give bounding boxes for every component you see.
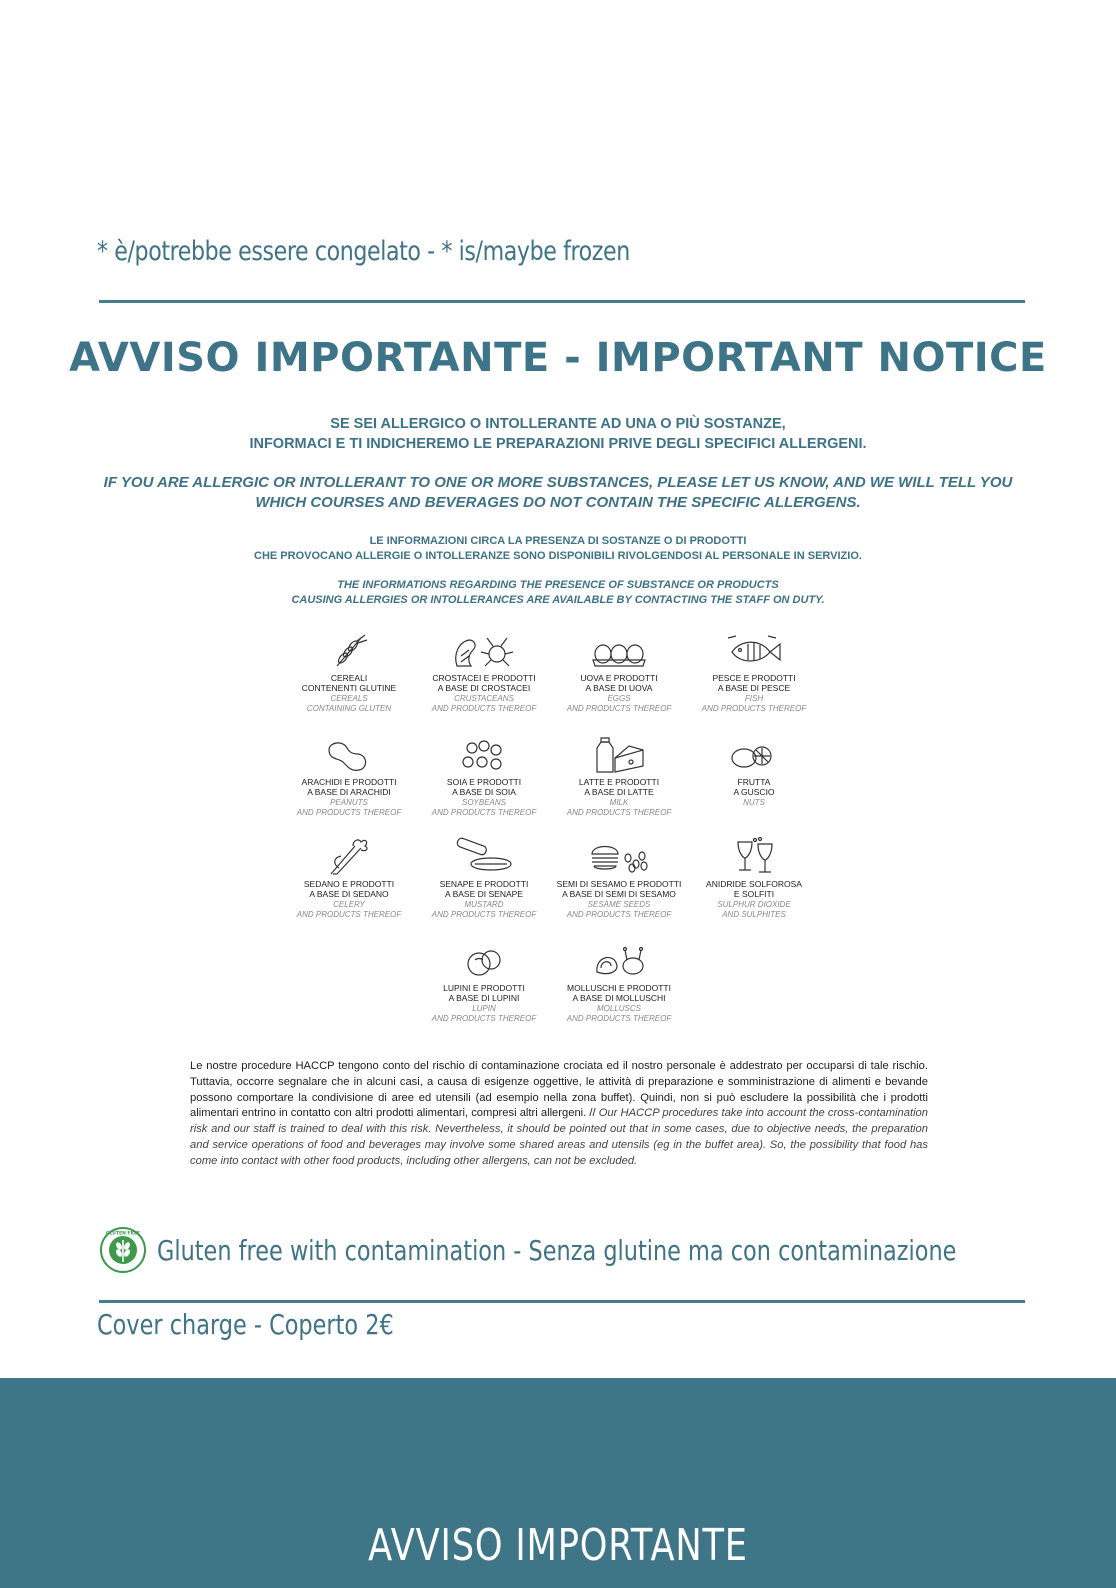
allergen-en-label: FISH AND PRODUCTS THEREOF xyxy=(701,694,807,713)
allergen-it-label: ANIDRIDE SOLFOROSA E SOLFITI xyxy=(706,879,802,899)
notice-en-line1: IF YOU ARE ALLERGIC OR INTOLLERANT TO ONE OR MORE SUBSTANCES, PLEASE LET US KNOW, AND WE WILL TELL YOU xyxy=(103,474,1013,491)
allergen-it-label: CEREALI CONTENENTI GLUTINE xyxy=(301,673,397,693)
crustacean-icon xyxy=(449,632,519,670)
notice-it-line1: SE SEI ALLERGICO O INTOLLERANTE AD UNA O PIÙ SOSTANZE, xyxy=(330,416,786,432)
notice-it-small xyxy=(0,534,1116,564)
divider-bottom xyxy=(99,1300,1025,1303)
milk-icon xyxy=(589,736,649,774)
allergen-en-label: MILK AND PRODUCTS THEREOF xyxy=(566,798,672,817)
allergen-it-label: PESCE E PRODOTTI A BASE DI PESCE xyxy=(712,673,796,693)
lupin-icon xyxy=(459,942,509,980)
haccp-text-it: Le nostre procedure HACCP tengono conto del rischio di contaminazione crociata ed il nostro personale è addestrato per occuparsi di tale rischio. Tuttavia, occorre segnalare che in alcuni casi, a causa di esigenze oggettive, le attività di preparazione e somministrazione di alimenti e bevande possono comportare la condivisione di aree ed utensili (ad esempio nella zona buffet). Quindi, non si può escludere la possibilità che i prodotti alimentari entrino in contatto con altri prodotti alimentari, compresi altri allergeni. // xyxy=(190,1060,928,1120)
allergen-it-label: FRUTTA A GUSCIO xyxy=(733,777,775,797)
allergen-soybeans xyxy=(419,736,549,818)
peanut-icon xyxy=(319,736,379,774)
notice-it-small1: LE INFORMAZIONI CIRCA LA PRESENZA DI SOSTANZE O DI PRODOTTI xyxy=(369,535,747,547)
wine-glasses-icon xyxy=(724,836,784,876)
footer-title: AVVISO IMPORTANTE xyxy=(368,1520,748,1571)
gluten-free-badge-icon xyxy=(99,1226,147,1274)
notice-en-small xyxy=(0,578,1116,608)
mustard-icon xyxy=(449,836,519,876)
divider-top xyxy=(99,300,1025,303)
allergen-en-label: CELERY AND PRODUCTS THEREOF xyxy=(296,900,402,919)
allergen-it-label: MOLLUSCHI E PRODOTTI A BASE DI MOLLUSCHI xyxy=(567,983,671,1003)
eggs-icon xyxy=(589,632,649,670)
allergen-it-label: LATTE E PRODOTTI A BASE DI LATTE xyxy=(578,777,660,797)
allergen-lupin xyxy=(419,942,549,1024)
allergen-milk xyxy=(554,736,684,818)
frozen-note: * è/potrebbe essere congelato - * is/maybe frozen xyxy=(97,236,630,267)
allergen-it-label: SOIA E PRODOTTI A BASE DI SOIA xyxy=(446,777,522,797)
notice-it-small2: CHE PROVOCANO ALLERGIE O INTOLLERANZE SONO DISPONIBILI RIVOLGENDOSI AL PERSONALE IN SERVIZIO. xyxy=(254,550,862,562)
allergen-en-label: SULPHUR DIOXIDE AND SULPHITES xyxy=(717,900,791,919)
allergen-it-label: SEMI DI SESAMO E PRODOTTI A BASE DI SEMI DI SESAMO xyxy=(556,879,682,899)
sesame-icon xyxy=(584,836,654,876)
allergen-it-label: CROSTACEI E PRODOTTI A BASE DI CROSTACEI xyxy=(432,673,536,693)
notice-title: AVVISO IMPORTANTE - IMPORTANT NOTICE xyxy=(69,335,1047,381)
notice-it-main xyxy=(0,414,1116,454)
wheat-icon xyxy=(327,632,371,670)
allergen-en-label: PEANUTS AND PRODUCTS THEREOF xyxy=(296,798,402,817)
cover-charge: Cover charge - Coperto 2€ xyxy=(97,1308,394,1341)
allergen-peanuts xyxy=(284,736,414,818)
allergen-en-label: CEREALS CONTAINING GLUTEN xyxy=(306,694,392,713)
allergen-nuts xyxy=(689,736,819,808)
gluten-free-label: Gluten free with contamination - Senza glutine ma con contaminazione xyxy=(157,1233,957,1267)
allergen-en-label: SOYBEANS AND PRODUCTS THEREOF xyxy=(431,798,537,817)
allergen-sesame xyxy=(554,836,684,920)
mollusc-icon xyxy=(589,942,649,980)
allergen-en-label: LUPIN AND PRODUCTS THEREOF xyxy=(431,1004,537,1023)
allergen-eggs xyxy=(554,632,684,714)
allergen-en-label: MUSTARD AND PRODUCTS THEREOF xyxy=(431,900,537,919)
allergen-fish xyxy=(689,632,819,714)
gluten-free-row xyxy=(99,1226,1116,1274)
allergen-it-label: UOVA E PRODOTTI A BASE DI UOVA xyxy=(580,673,658,693)
allergen-celery xyxy=(284,836,414,920)
allergen-molluscs xyxy=(554,942,684,1024)
nuts-icon xyxy=(724,736,784,774)
allergen-en-label: CRUSTACEANS AND PRODUCTS THEREOF xyxy=(431,694,537,713)
notice-en-main xyxy=(0,473,1116,513)
notice-en-small2: CAUSING ALLERGIES OR INTOLLERANCES ARE AVAILABLE BY CONTACTING THE STAFF ON DUTY. xyxy=(291,594,825,606)
allergen-it-label: SENAPE E PRODOTTI A BASE DI SENAPE xyxy=(439,879,529,899)
badge-text: GLUTEN FREE xyxy=(105,1231,141,1237)
allergen-en-label: MOLLUSCS AND PRODUCTS THEREOF xyxy=(566,1004,672,1023)
allergen-sulphites xyxy=(689,836,819,920)
allergen-it-label: ARACHIDI E PRODOTTI A BASE DI ARACHIDI xyxy=(301,777,397,797)
allergen-crustaceans xyxy=(419,632,549,714)
allergen-mustard xyxy=(419,836,549,920)
haccp-text-en: Our HACCP procedures take into account the cross-contamination risk and our staff is trained to deal with this risk. Nevertheless, it should be pointed out that in some cases, due to objective needs, the preparation and service operations of food and beverages may involve some shared areas and utensils (eg in the buffet area). So, the possibility that food has come into contact with other food products, including other allergens, can not be excluded. xyxy=(190,1107,929,1167)
allergen-it-label: SEDANO E PRODOTTI A BASE DI SEDANO xyxy=(303,879,395,899)
allergen-en-label: SESAME SEEDS AND PRODUCTS THEREOF xyxy=(566,900,672,919)
allergen-it-label: LUPINI E PRODOTTI A BASE DI LUPINI xyxy=(443,983,525,1003)
haccp-disclaimer xyxy=(190,1059,928,1170)
celery-icon xyxy=(319,836,379,876)
notice-en-line2: WHICH COURSES AND BEVERAGES DO NOT CONTAIN THE SPECIFIC ALLERGENS. xyxy=(255,494,861,511)
soy-icon xyxy=(454,736,514,774)
notice-it-line2: INFORMACI E TI INDICHEREMO LE PREPARAZIONI PRIVE DEGLI SPECIFICI ALLERGENI. xyxy=(249,436,867,452)
allergen-en-label: EGGS AND PRODUCTS THEREOF xyxy=(566,694,672,713)
fish-icon xyxy=(724,632,784,670)
allergen-cereals xyxy=(284,632,414,714)
notice-en-small1: THE INFORMATIONS REGARDING THE PRESENCE OF SUBSTANCE OR PRODUCTS xyxy=(337,579,779,591)
allergen-en-label: NUTS xyxy=(743,798,765,807)
